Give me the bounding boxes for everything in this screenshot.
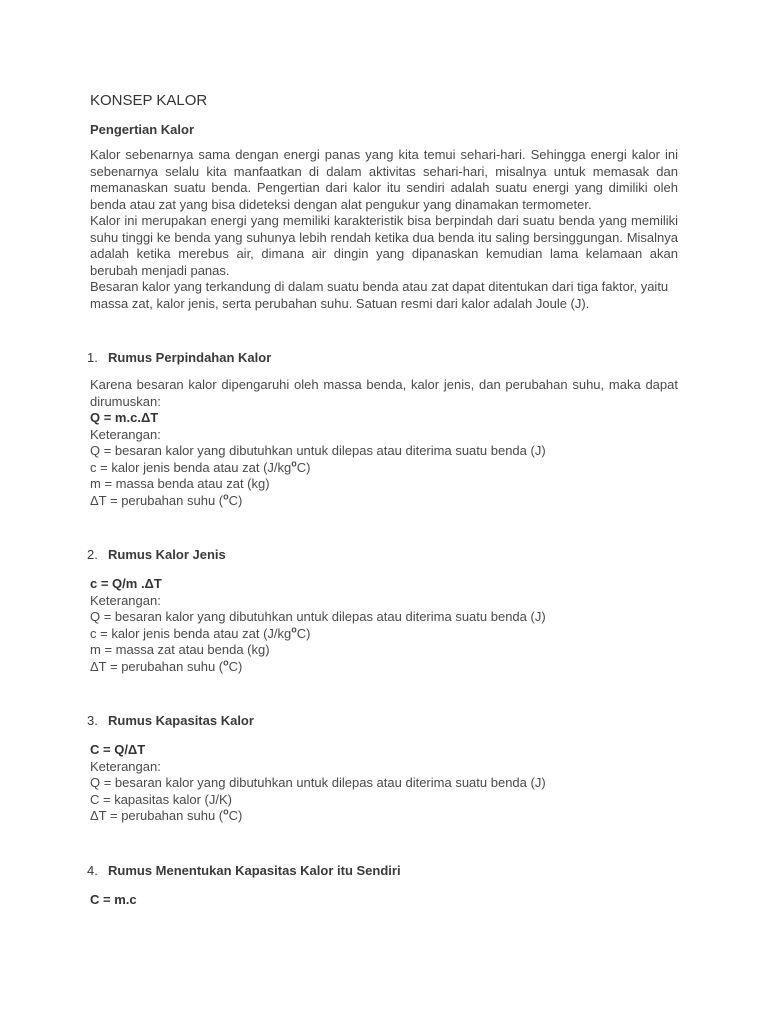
section-1-heading xyxy=(87,350,675,365)
section-1-number: 1. xyxy=(87,350,98,365)
section-2-title: Rumus Kalor Jenis xyxy=(108,547,226,562)
intro-body xyxy=(90,147,678,312)
section-1-c-text: c = kalor jenis benda atau zat (J/kg xyxy=(90,459,292,475)
section-1-c-definition xyxy=(90,460,678,477)
section-4-heading xyxy=(87,863,675,878)
section-2-number: 2. xyxy=(87,547,98,562)
intro-paragraph-1: Kalor sebenarnya sama dengan energi panas yang kita temui sehari-hari. Sehingga energi kalor ini sebenarnya selalu kita manfaatkan di dalam aktivitas sehari-hari, misalnya untuk memasak dan memanaskan suatu benda. Pengertian dari kalor itu sendiri adalah suatu energi yang dimiliki oleh benda atau zat yang bisa dideteksi dengan alat pengukur yang dinamakan termometer. xyxy=(90,147,678,212)
intro-paragraph-2: Kalor ini merupakan energi yang memiliki karakteristik bisa berpindah dari suatu benda yang memiliki suhu tinggi ke benda yang suhunya lebih rendah ketika dua benda itu saling bersinggungan. Misalnya adalah ketika merebus air, dimana air dingin yang dipanaskan kemudian lama kelamaan akan berubah menjadi panas. xyxy=(90,213,678,278)
section-3-formula: C = Q/ΔT xyxy=(90,742,146,757)
section-2-dt-text: ΔT = perubahan suhu ( xyxy=(90,658,224,674)
section-2-dt-definition xyxy=(90,659,678,676)
section-2-dt-unit-end: C) xyxy=(228,658,243,674)
section-2-keterangan: Keterangan: xyxy=(90,592,161,608)
intro-heading: Pengertian Kalor xyxy=(90,122,195,137)
section-1-dt-definition xyxy=(90,493,678,510)
section-2-formula: c = Q/m .ΔT xyxy=(90,576,162,591)
section-2-q-definition: Q = besaran kalor yang dibutuhkan untuk dilepas atau diterima suatu benda (J) xyxy=(90,609,546,624)
section-4-formula: C = m.c xyxy=(90,891,137,907)
section-2-c-definition xyxy=(90,626,678,643)
document-title: KONSEP KALOR xyxy=(90,92,208,109)
section-3-dt-definition xyxy=(90,808,678,825)
section-1-keterangan: Keterangan: xyxy=(90,426,161,442)
degree-superscript: o xyxy=(223,657,229,668)
section-1-lead: Karena besaran kalor dipengaruhi oleh massa benda, kalor jenis, dan perubahan suhu, maka dapat dirumuskan: xyxy=(90,377,678,409)
section-3-keterangan: Keterangan: xyxy=(90,758,161,774)
section-1-title: Rumus Perpindahan Kalor xyxy=(108,350,272,365)
section-1-dt-text: ΔT = perubahan suhu ( xyxy=(90,492,224,508)
section-1-c-unit-end: C) xyxy=(296,459,311,475)
section-2-c-text: c = kalor jenis benda atau zat (J/kg xyxy=(90,625,292,641)
section-3-dt-unit-end: C) xyxy=(228,808,243,823)
section-2-m-definition: m = massa zat atau benda (kg) xyxy=(90,642,270,657)
degree-superscript: o xyxy=(223,806,229,817)
section-2-heading xyxy=(87,547,675,562)
section-4-number: 4. xyxy=(87,862,98,878)
section-3-number: 3. xyxy=(87,713,98,728)
section-2-c-unit-end: C) xyxy=(296,625,311,641)
intro-paragraph-3: Besaran kalor yang terkandung di dalam suatu benda atau zat dapat ditentukan dari tiga faktor, yaitu massa zat, kalor jenis, serta perubahan suhu. Satuan resmi dari kalor adalah Joule (J). xyxy=(90,279,669,311)
section-3-heading xyxy=(87,713,675,728)
section-3-dt-text: ΔT = perubahan suhu ( xyxy=(90,808,224,823)
section-1-m-definition: m = massa benda atau zat (kg) xyxy=(90,476,270,491)
degree-superscript: o xyxy=(291,458,297,469)
section-1 xyxy=(87,350,678,509)
section-1-formula: Q = m.c.ΔT xyxy=(90,410,159,425)
section-3-q-definition: Q = besaran kalor yang dibutuhkan untuk dilepas atau diterima suatu benda (J) xyxy=(90,775,546,790)
degree-superscript: o xyxy=(223,491,229,502)
section-4-title: Rumus Menentukan Kapasitas Kalor itu Sendiri xyxy=(108,862,401,878)
section-3-title: Rumus Kapasitas Kalor xyxy=(108,713,254,728)
section-2 xyxy=(87,547,678,675)
section-1-q-definition: Q = besaran kalor yang dibutuhkan untuk dilepas atau diterima suatu benda (J) xyxy=(90,443,546,458)
section-3-capacity-definition: C = kapasitas kalor (J/K) xyxy=(90,791,232,807)
section-3 xyxy=(87,713,678,825)
degree-superscript: o xyxy=(291,624,297,635)
section-1-dt-unit-end: C) xyxy=(228,492,243,508)
document-page xyxy=(87,92,678,908)
section-4 xyxy=(87,862,678,909)
